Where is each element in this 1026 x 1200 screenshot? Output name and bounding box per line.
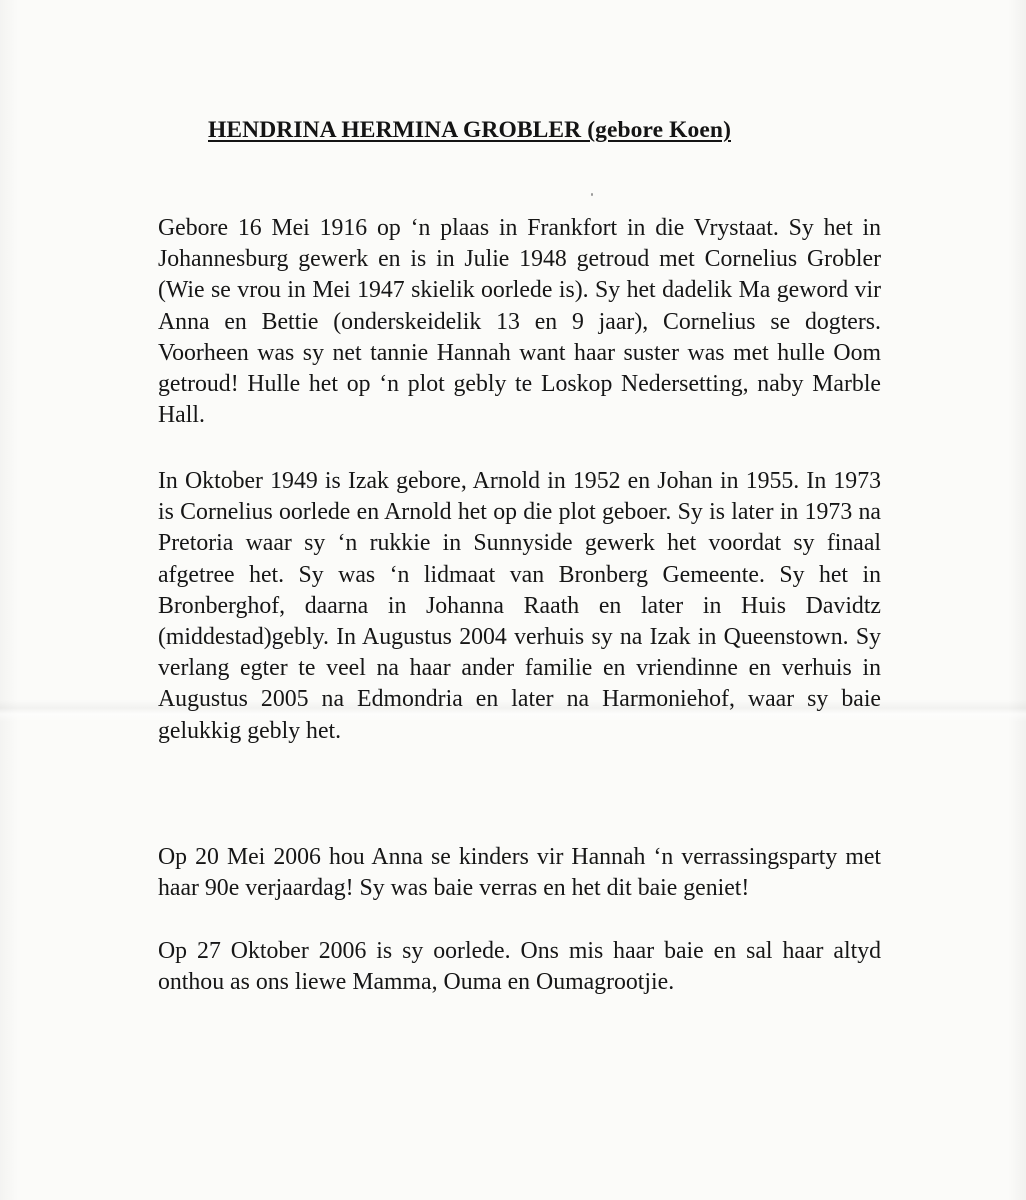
paragraph-90th-birthday: Op 20 Mei 2006 hou Anna se kinders vir Hannah ‘n verrassingsparty met haar 90e verjaardag! Sy was baie verras en het dit baie geniet! — [158, 844, 881, 902]
paragraph-family-and-residences: In Oktober 1949 is Izak gebore, Arnold in 1952 en Johan in 1955. In 1973 is Cornelius oorlede en Arnold het op die plot geboer. Sy is later in 1973 na Pretoria waar sy ‘n rukkie in Sunnyside gewerk het voordat sy finaal afgetree het. Sy was ‘n lidmaat van Bronberg Gemeente. Sy het in Bronberghof, daarna in Johanna Raath en later in Huis Davidtz (middestad)gebly. In Augustus 2004 verhuis sy na Izak in Queenstown. Sy verlang egter te veel na haar ander familie en vriendinne en verhuis in Augustus 2005 na Edmondria en later na Harmoniehof, waar sy baie gelukkig gebly het. — [158, 468, 881, 744]
paper-speck — [591, 193, 593, 196]
document-title: HENDRINA HERMINA GROBLER (gebore Koen) — [208, 117, 731, 143]
paragraph-passing: Op 27 Oktober 2006 is sy oorlede. Ons mis haar baie en sal haar altyd onthou as ons liewe Mamma, Ouma en Oumagrootjie. — [158, 938, 881, 996]
paragraph-birth-and-marriage: Gebore 16 Mei 1916 op ‘n plaas in Frankfort in die Vrystaat. Sy het in Johannesburg gewerk en is in Julie 1948 getroud met Cornelius Grobler (Wie se vrou in Mei 1947 skielik oorlede is). Sy het dadelik Ma geword vir Anna en Bettie (onderskeidelik 13 en 9 jaar), Cornelius se dogters. Voorheen was sy net tannie Hannah want haar suster was met hulle Oom getroud! Hulle het op ‘n plot gebly te Loskop Nedersetting, naby Marble Hall. — [158, 215, 881, 429]
